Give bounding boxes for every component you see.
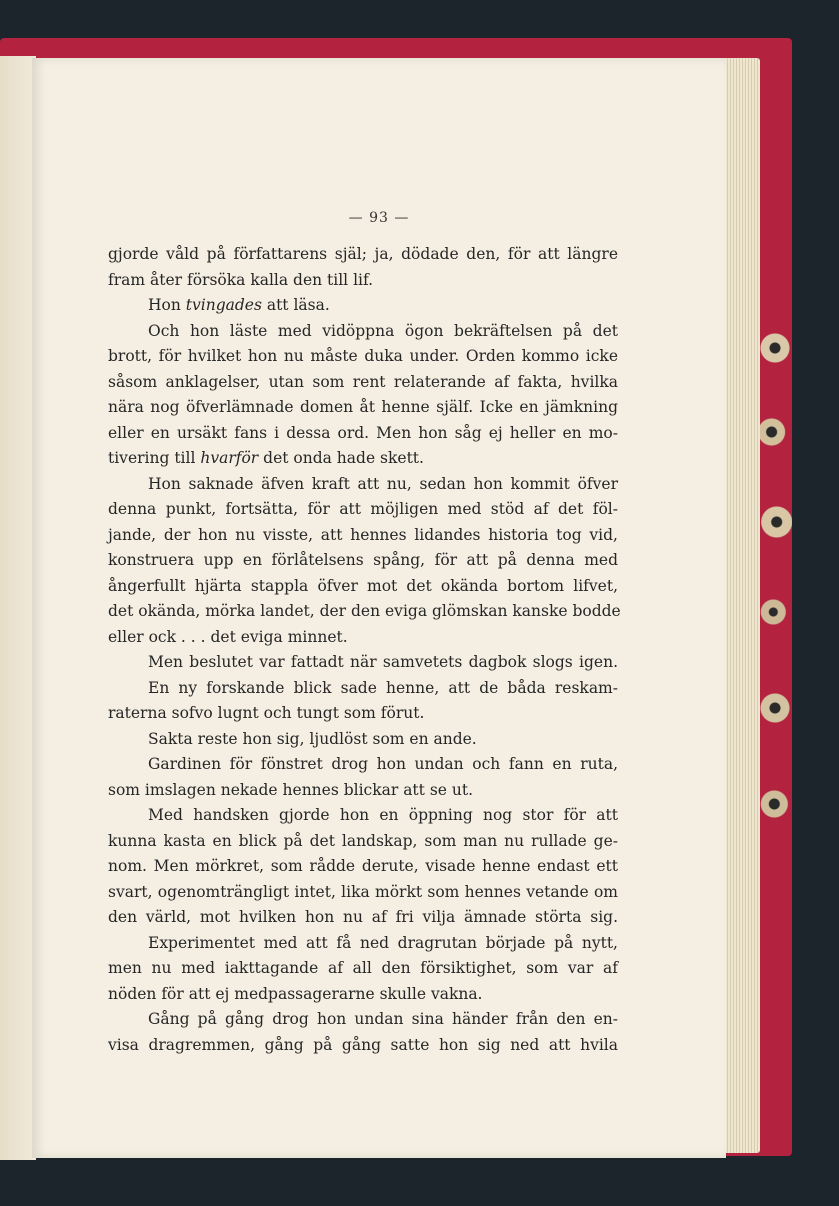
text-line: eller en ursäkt fans i dessa ord. Men hon såg ej heller en mo-	[108, 423, 618, 442]
marbled-endpaper	[758, 300, 792, 900]
text-line: tivering till hvarför det onda hade skett.	[108, 449, 424, 467]
text-line: Experimentet med att få ned dragrutan började på nytt,	[148, 933, 618, 952]
text-line: Gång på gång drog hon undan sina händer från den en-	[148, 1010, 618, 1028]
page-edges	[722, 58, 760, 1153]
text-line: kunna kasta en blick på det landskap, som man nu rullade ge-	[108, 831, 618, 850]
text-line: den värld, mot hvilken hon nu af fri vilja ämnade störta sig.	[108, 908, 618, 926]
text-line: raterna sofvo lugnt och tungt som förut.	[108, 704, 425, 722]
text-line: såsom anklagelser, utan som rent relaterande af fakta, hvilka	[108, 372, 618, 391]
text-line: det okända, mörka landet, der den eviga glömskan kanske bodde	[108, 602, 621, 620]
text-line: denna punkt, fortsätta, för att möjligen med stöd af det föl-	[108, 500, 618, 518]
text-line: gjorde våld på författarens själ; ja, dödade den, för att längre	[108, 245, 618, 263]
text-line: Sakta reste hon sig, ljudlöst som en ande.	[148, 729, 477, 748]
text-line: Med handsken gjorde hon en öppning nog stor för att	[148, 806, 618, 824]
text-line: Gardinen för fönstret drog hon undan och fann en ruta,	[148, 755, 618, 773]
text-line: konstruera upp en förlåtelsens spång, för att på denna med	[108, 551, 618, 569]
text-line: Hon saknade äfven kraft att nu, sedan hon kommit öfver	[148, 474, 618, 493]
text-line: eller ock . . . det eviga minnet.	[108, 627, 348, 646]
page-text	[108, 242, 621, 1058]
text-line: som imslagen nekade hennes blickar att se ut.	[108, 780, 474, 799]
text-line: svart, ogenomträngligt intet, lika mörkt som hennes vetande om	[108, 882, 618, 901]
page-number: — 93 —	[348, 210, 410, 226]
text-line: Och hon läste med vidöppna ögon bekräftelsen på det	[148, 321, 618, 340]
text-line: ångerfullt hjärta stappla öfver mot det okända bortom lifvet,	[108, 576, 618, 595]
text-line: nom. Men mörkret, som rådde derute, visade henne endast ett	[108, 857, 618, 875]
text-line: jande, der hon nu visste, att hennes lidandes historia tog vid,	[108, 525, 618, 544]
text-line: fram åter försöka kalla den till lif.	[108, 270, 374, 289]
book-page	[32, 58, 726, 1158]
text-line: visa dragremmen, gång på gång satte hon sig ned att hvila	[108, 1035, 618, 1054]
text-line: men nu med iakttagande af all den försiktighet, som var af	[108, 959, 618, 977]
text-line: nöden för att ej medpassagerarne skulle vakna.	[108, 984, 483, 1003]
text-line	[108, 293, 618, 319]
left-page-edge	[0, 56, 36, 1160]
text-line: brott, för hvilket hon nu måste duka under. Orden kommo icke	[108, 347, 618, 365]
text-line-content: Hon tvingades att läsa.	[148, 296, 330, 314]
text-line: Men beslutet var fattadt när samvetets dagbok slogs igen.	[148, 653, 618, 671]
text-line: nära nog öfverlämnade domen åt henne själf. Icke en jämkning	[108, 398, 618, 416]
text-line: En ny forskande blick sade henne, att de båda reskam-	[148, 678, 618, 697]
